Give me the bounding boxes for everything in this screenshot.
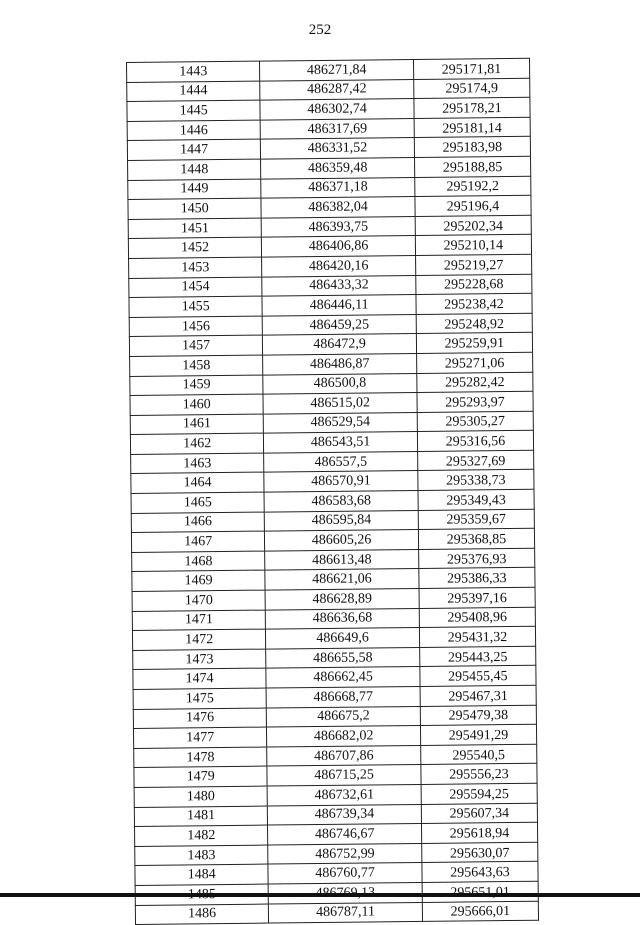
point-number-cell: 1447 [127,139,261,160]
x-coordinate-cell: 486649,6 [266,628,420,649]
x-coordinate-cell: 486393,75 [261,216,415,237]
table-row [135,901,538,925]
point-number-cell: 1473 [133,649,267,670]
y-coordinate-cell: 295171,81 [413,58,529,79]
point-number-cell: 1478 [134,747,268,768]
y-coordinate-cell: 295455,45 [420,666,536,687]
x-coordinate-cell: 486595,84 [265,510,419,531]
y-coordinate-cell: 295192,2 [415,176,531,197]
y-coordinate-cell: 295238,42 [416,293,532,314]
x-coordinate-cell: 486628,89 [265,588,419,609]
y-coordinate-cell: 295431,32 [419,626,535,647]
x-coordinate-cell: 486371,18 [261,177,415,198]
y-coordinate-cell: 295183,98 [414,137,530,158]
x-coordinate-cell: 486621,06 [265,569,419,590]
point-number-cell: 1484 [135,864,269,885]
y-coordinate-cell: 295188,85 [414,156,530,177]
y-coordinate-cell: 295349,43 [418,489,534,510]
point-number-cell: 1445 [127,100,261,121]
x-coordinate-cell: 486472,9 [263,334,417,355]
y-coordinate-cell: 295443,25 [420,646,536,667]
y-coordinate-cell: 295479,38 [420,705,536,726]
x-coordinate-cell: 486739,34 [268,804,422,825]
y-coordinate-cell: 295210,14 [415,235,531,256]
point-number-cell: 1472 [132,629,266,650]
point-number-cell: 1471 [132,610,266,631]
y-coordinate-cell: 295556,23 [421,764,537,785]
coordinates-table-body [127,58,539,924]
y-coordinate-cell [422,881,538,902]
y-coordinate-cell: 295408,96 [419,607,535,628]
y-coordinate-cell: 295643,63 [422,862,538,883]
point-number-cell: 1454 [129,277,263,298]
y-coordinate-cell: 295282,42 [417,372,533,393]
point-number-cell: 1486 [135,904,269,925]
y-coordinate-cell: 295359,67 [418,509,534,530]
x-coordinate-cell: 486529,54 [264,412,418,433]
point-number-cell: 1455 [129,296,263,317]
point-number-cell: 1481 [134,806,268,827]
point-number-cell: 1463 [131,453,265,474]
x-coordinate-cell: 486787,11 [269,902,423,923]
point-number-cell: 1482 [135,825,269,846]
x-coordinate-cell: 486662,45 [266,667,420,688]
x-coordinate-cell: 486707,86 [267,745,421,766]
x-coordinate-cell: 486732,61 [267,784,421,805]
x-coordinate-cell: 486715,25 [267,765,421,786]
x-coordinate-cell: 486317,69 [260,118,414,139]
y-coordinate-cell: 295618,94 [421,822,537,843]
point-number-cell: 1465 [131,492,265,513]
x-coordinate-cell: 486486,87 [263,353,417,374]
y-coordinate-cell: 295368,85 [418,528,534,549]
point-number-cell: 1460 [130,394,264,415]
point-number-cell: 1461 [130,414,264,435]
y-coordinate-cell: 295228,68 [416,274,532,295]
x-coordinate-cell: 486382,04 [261,197,415,218]
point-number-cell: 1448 [128,159,262,180]
x-coordinate-cell: 486287,42 [260,79,414,100]
point-number-cell: 1475 [133,688,267,709]
point-number-cell: 1466 [131,512,265,533]
point-number-cell: 1451 [128,218,262,239]
y-coordinate-cell: 295202,34 [415,215,531,236]
y-coordinate-cell: 295467,31 [420,685,536,706]
x-coordinate-cell: 486570,91 [264,471,418,492]
x-coordinate-cell: 486543,51 [264,432,418,453]
y-coordinate-cell: 295305,27 [417,411,533,432]
x-coordinate-cell: 486752,99 [268,843,422,864]
point-number-cell: 1443 [127,61,261,82]
point-number-cell: 1446 [127,120,261,141]
point-number-cell: 1456 [129,316,263,337]
y-coordinate-cell: 295397,16 [419,587,535,608]
point-number-cell: 1476 [133,708,267,729]
y-coordinate-cell: 295630,07 [422,842,538,863]
x-coordinate-cell: 486613,48 [265,549,419,570]
y-coordinate-cell: 295327,69 [417,450,533,471]
y-coordinate-cell: 295174,9 [414,78,530,99]
y-coordinate-cell: 295607,34 [421,803,537,824]
point-number-cell: 1457 [129,335,263,356]
point-number-cell: 1459 [130,375,264,396]
x-coordinate-cell: 486682,02 [267,726,421,747]
x-coordinate-cell: 486271,84 [260,59,414,80]
y-coordinate-cell: 295271,06 [416,352,532,373]
y-coordinate-cell: 295293,97 [417,391,533,412]
x-coordinate-cell: 486655,58 [266,647,420,668]
x-coordinate-cell: 486500,8 [263,373,417,394]
point-number-cell: 1462 [130,433,264,454]
point-number-cell: 1449 [128,179,262,200]
y-coordinate-cell: 295248,92 [416,313,532,334]
point-number-cell: 1470 [132,590,266,611]
y-coordinate-cell: 295376,93 [418,548,534,569]
point-number-cell: 1469 [132,571,266,592]
x-coordinate-cell: 486459,25 [263,314,417,335]
x-coordinate-cell: 486420,16 [262,255,416,276]
point-number-cell: 1467 [131,531,265,552]
y-coordinate-cell: 295491,29 [420,724,536,745]
point-number-cell: 1480 [134,786,268,807]
y-coordinate-cell: 295594,25 [421,783,537,804]
scan-edge-band [0,893,640,897]
x-coordinate-cell: 486675,2 [267,706,421,727]
x-coordinate-cell: 486331,52 [261,138,415,159]
x-coordinate-cell: 486302,74 [260,99,414,120]
point-number-cell: 1479 [134,766,268,787]
y-coordinate-cell: 295181,14 [414,117,530,138]
x-coordinate-cell: 486583,68 [264,491,418,512]
coordinates-table [126,58,539,925]
x-coordinate-cell: 486557,5 [264,451,418,472]
point-number-cell: 1477 [133,727,267,748]
x-coordinate-cell: 486636,68 [266,608,420,629]
y-coordinate-cell: 295666,01 [422,901,538,922]
x-coordinate-cell: 486515,02 [263,393,417,414]
x-coordinate-cell: 486668,77 [266,686,420,707]
y-coordinate-cell: 295338,73 [418,470,534,491]
x-coordinate-cell: 486433,32 [262,275,416,296]
point-number-cell: 1453 [129,257,263,278]
point-number-cell: 1444 [127,81,261,102]
y-coordinate-cell: 295219,27 [415,254,531,275]
point-number-cell: 1452 [128,237,262,258]
y-coordinate-cell: 295178,21 [414,97,530,118]
page-number: 252 [308,22,332,38]
x-coordinate-cell: 486760,77 [268,863,422,884]
y-coordinate-cell: 295196,4 [415,195,531,216]
point-number-cell: 1464 [131,473,265,494]
x-coordinate-cell: 486446,11 [262,295,416,316]
point-number-cell: 1468 [132,551,266,572]
y-coordinate-cell: 295386,33 [419,568,535,589]
y-coordinate-cell: 295540,5 [421,744,537,765]
x-coordinate-cell: 486605,26 [265,530,419,551]
point-number-cell: 1458 [130,355,264,376]
y-coordinate-cell: 295316,56 [417,431,533,452]
x-coordinate-cell: 486359,48 [261,157,415,178]
x-coordinate-cell: 486746,67 [268,824,422,845]
x-coordinate-cell: 486406,86 [262,236,416,257]
y-coordinate-cell: 295259,91 [416,333,532,354]
point-number-cell: 1450 [128,198,262,219]
point-number-cell: 1474 [133,668,267,689]
point-number-cell: 1483 [135,845,269,866]
